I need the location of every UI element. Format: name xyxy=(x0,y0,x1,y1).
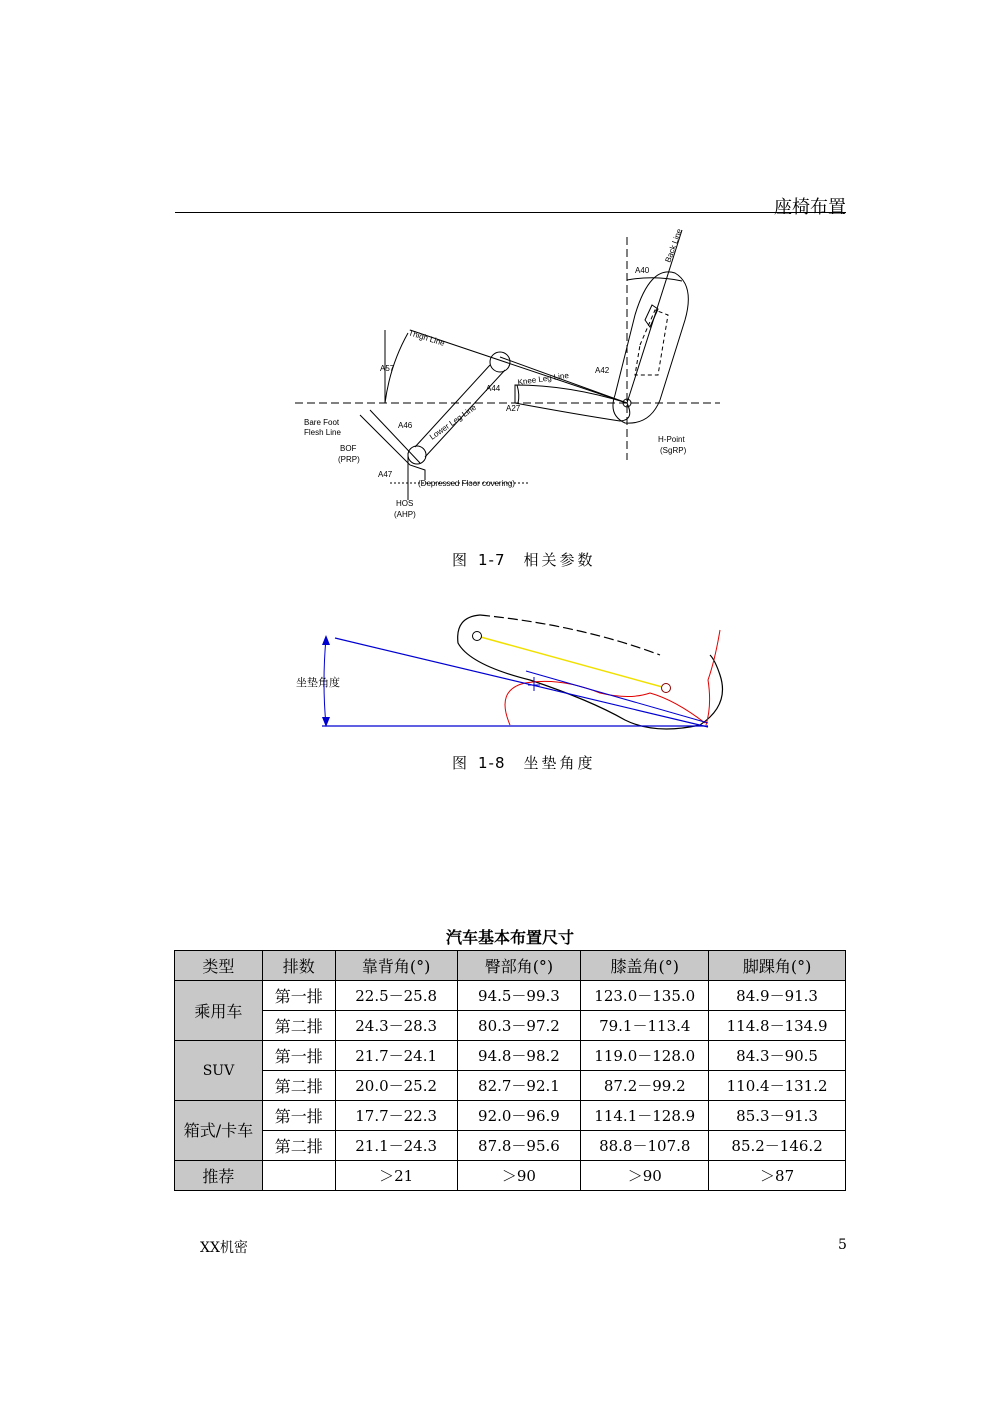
caption-prefix: 图 xyxy=(452,754,469,772)
label-back-line: Back Line xyxy=(663,227,684,264)
value-cell: 85.3－91.3 xyxy=(709,1101,846,1131)
value-cell: 22.5－25.8 xyxy=(335,981,457,1011)
value-cell: 92.0－96.9 xyxy=(457,1101,581,1131)
row-label xyxy=(262,1161,335,1191)
caption-prefix: 图 xyxy=(452,551,469,569)
row-label: 第二排 xyxy=(262,1071,335,1101)
caption-text: 坐垫角度 xyxy=(523,754,596,772)
value-cell: 87.2－99.2 xyxy=(581,1071,709,1101)
value-cell: ＞21 xyxy=(335,1161,457,1191)
value-cell: 24.3－28.3 xyxy=(335,1011,457,1041)
row-label: 第一排 xyxy=(262,981,335,1011)
table-row xyxy=(175,1011,846,1041)
value-cell: 119.0－128.0 xyxy=(581,1041,709,1071)
label-a46: A46 xyxy=(398,421,413,430)
group-cell: 箱式/卡车 xyxy=(175,1101,263,1161)
value-cell: 84.3－90.5 xyxy=(709,1041,846,1071)
value-cell: 114.1－128.9 xyxy=(581,1101,709,1131)
caption-number: 1-8 xyxy=(478,754,506,772)
label-lower-leg: Lower Leg Line xyxy=(427,402,478,442)
label-a40: A40 xyxy=(635,266,650,275)
label-hpoint: H-Point xyxy=(658,435,685,444)
caption-number: 1-7 xyxy=(478,551,506,569)
value-cell: 84.9－91.3 xyxy=(709,981,846,1011)
group-cell: 推荐 xyxy=(175,1161,263,1191)
label-a42: A42 xyxy=(595,366,610,375)
value-cell: 85.2－146.2 xyxy=(709,1131,846,1161)
label-bare-foot: Bare Foot xyxy=(304,418,340,427)
value-cell: 80.3－97.2 xyxy=(457,1011,581,1041)
label-a27: A27 xyxy=(506,404,521,413)
footer-confidential: XX机密 xyxy=(200,1240,248,1256)
label-ahp: (AHP) xyxy=(394,510,416,519)
header-title: 座椅布置 xyxy=(774,197,846,218)
label-thigh-line: Thigh Line xyxy=(407,328,446,348)
value-cell: ＞90 xyxy=(457,1161,581,1191)
label-bof: BOF xyxy=(340,444,357,453)
value-cell: 17.7－22.3 xyxy=(335,1101,457,1131)
header-knee-angle: 膝盖角(°) xyxy=(581,951,709,981)
row-label: 第二排 xyxy=(262,1011,335,1041)
value-cell: 94.5－99.3 xyxy=(457,981,581,1011)
table-row xyxy=(175,1101,846,1131)
value-cell: 110.4－131.2 xyxy=(709,1071,846,1101)
label-a47: A47 xyxy=(378,470,393,479)
row-label: 第一排 xyxy=(262,1041,335,1071)
page-number: 5 xyxy=(838,1237,847,1253)
value-cell: 88.8－107.8 xyxy=(581,1131,709,1161)
header-type: 类型 xyxy=(175,951,263,981)
table-row xyxy=(175,1071,846,1101)
label-cushion-angle: 坐垫角度 xyxy=(296,676,340,689)
label-floor: (Depressed Floor covering) xyxy=(418,479,515,488)
row-label: 第二排 xyxy=(262,1131,335,1161)
table-header-row xyxy=(175,951,846,981)
value-cell: ＞90 xyxy=(581,1161,709,1191)
value-cell: 82.7－92.1 xyxy=(457,1071,581,1101)
table-row-recommend xyxy=(175,1161,846,1191)
header-rule xyxy=(175,212,846,213)
table-row xyxy=(175,981,846,1011)
row-label: 第一排 xyxy=(262,1101,335,1131)
cushion-angle-diagram xyxy=(290,605,740,745)
table-title: 汽车基本布置尺寸 xyxy=(445,928,574,947)
value-cell: 20.0－25.2 xyxy=(335,1071,457,1101)
table-row xyxy=(175,1131,846,1161)
header-row: 排数 xyxy=(262,951,335,981)
header-back-angle: 靠背角(°) xyxy=(335,951,457,981)
label-hos: HOS xyxy=(396,499,414,508)
value-cell: ＞87 xyxy=(709,1161,846,1191)
group-cell: 乘用车 xyxy=(175,981,263,1041)
figure1-caption xyxy=(452,549,596,570)
label-a57: A57 xyxy=(380,364,395,373)
value-cell: 21.1－24.3 xyxy=(335,1131,457,1161)
layout-dimension-table xyxy=(174,950,846,1191)
figure2-caption xyxy=(452,752,596,773)
label-prp: (PRP) xyxy=(338,455,360,464)
header-ankle-angle: 脚踝角(°) xyxy=(709,951,846,981)
value-cell: 123.0－135.0 xyxy=(581,981,709,1011)
value-cell: 87.8－95.6 xyxy=(457,1131,581,1161)
label-sgrp: (SgRP) xyxy=(660,446,687,455)
group-cell: SUV xyxy=(175,1041,263,1101)
caption-text: 相关参数 xyxy=(523,551,596,569)
label-knee-line: Knee Leg Line xyxy=(517,370,570,387)
table-row xyxy=(175,1041,846,1071)
label-a44: A44 xyxy=(486,384,501,393)
value-cell: 21.7－24.1 xyxy=(335,1041,457,1071)
value-cell: 114.8－134.9 xyxy=(709,1011,846,1041)
seat-parameter-diagram xyxy=(290,225,730,525)
value-cell: 94.8－98.2 xyxy=(457,1041,581,1071)
label-flesh-line: Flesh Line xyxy=(304,428,341,437)
header-hip-angle: 臀部角(°) xyxy=(457,951,581,981)
value-cell: 79.1－113.4 xyxy=(581,1011,709,1041)
